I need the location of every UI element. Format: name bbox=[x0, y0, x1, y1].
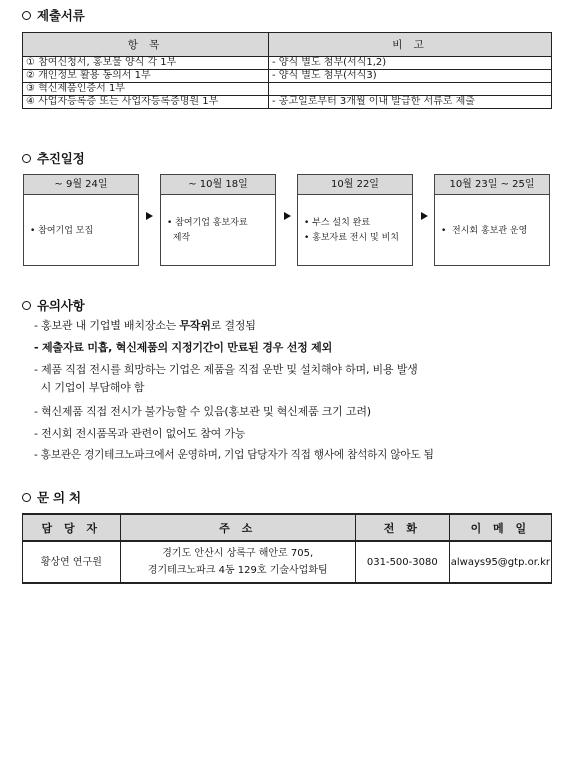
contact-person: 황상연 연구원 bbox=[23, 541, 121, 583]
notice-item-3 bbox=[34, 361, 548, 397]
contact-phone: 031-500-3080 bbox=[355, 541, 449, 583]
docs-header-note: 비 고 bbox=[269, 33, 552, 57]
contact-email: always95@gtp.or.kr bbox=[449, 541, 551, 583]
docs-item: ① 참여신청서, 홍보물 양식 각 1부 bbox=[23, 57, 269, 70]
notice-item-5: - 전시회 전시품목과 관련이 없어도 참여 가능 bbox=[34, 427, 246, 440]
circle-bullet-icon bbox=[22, 301, 31, 310]
schedule-date: ~ 9월 24일 bbox=[24, 175, 138, 195]
schedule-step-1 bbox=[23, 174, 139, 266]
contact-title-text: 문 의 처 bbox=[37, 490, 81, 505]
schedule-title-text: 추진일정 bbox=[37, 151, 85, 166]
notice-text: - 홍보관 내 기업별 배치장소는 bbox=[34, 319, 180, 332]
docs-note: - 양식 별도 첨부(서식1,2) bbox=[269, 57, 552, 70]
docs-title-text: 제출서류 bbox=[37, 8, 85, 23]
schedule-step-4 bbox=[434, 174, 550, 266]
contact-address-line: 경기도 안산시 상록구 해안로 705, bbox=[162, 548, 314, 559]
circle-bullet-icon bbox=[22, 493, 31, 502]
docs-note: - 공고일로부터 3개월 이내 발급한 서류로 제출 bbox=[269, 96, 552, 109]
contact-header-person: 담 당 자 bbox=[23, 514, 121, 541]
docs-section-title bbox=[22, 6, 85, 24]
schedule-step-2 bbox=[160, 174, 276, 266]
notice-text: 시 기업이 부담해야 함 bbox=[34, 381, 145, 394]
schedule-line: • 부스 설치 완료 bbox=[304, 218, 371, 228]
docs-table bbox=[22, 32, 552, 109]
notice-item-6: - 홍보관은 경기테크노파크에서 운영하며, 기업 담당자가 직접 행사에 참석하지 않아도 됨 bbox=[34, 449, 434, 461]
notice-text: - 제품 직접 전시를 희망하는 기업은 제품을 직접 운반 및 설치해야 하며, 비용 발생 bbox=[34, 363, 418, 376]
schedule-step-3 bbox=[297, 174, 413, 266]
schedule-date: 10월 22일 bbox=[298, 175, 412, 195]
notice-item-4: - 혁신제품 직접 전시가 불가능할 수 있음(홍보관 및 혁신제품 크기 고려) bbox=[34, 405, 371, 418]
circle-bullet-icon bbox=[22, 154, 31, 163]
arrow-right-icon bbox=[421, 212, 428, 220]
arrow-right-icon bbox=[146, 212, 153, 220]
notice-bold-text: 무작위 bbox=[179, 319, 211, 332]
contact-header-email: 이 메 일 bbox=[449, 514, 551, 541]
docs-note bbox=[269, 83, 552, 96]
contact-address bbox=[120, 541, 355, 583]
schedule-section-title bbox=[22, 149, 85, 167]
docs-item: ③ 혁신제품인증서 1부 bbox=[23, 83, 269, 96]
contact-section-title bbox=[22, 488, 81, 506]
circle-bullet-icon bbox=[22, 11, 31, 20]
table-row bbox=[23, 57, 552, 70]
schedule-date: ~ 10월 18일 bbox=[161, 175, 275, 195]
table-row bbox=[23, 70, 552, 83]
schedule-line: • 홍보자료 전시 및 비치 bbox=[304, 233, 399, 243]
contact-table bbox=[22, 513, 552, 584]
notice-text: 로 결정됨 bbox=[210, 319, 256, 332]
table-row bbox=[23, 96, 552, 109]
docs-item: ② 개인정보 활용 동의서 1부 bbox=[23, 70, 269, 83]
notice-section-title bbox=[22, 296, 85, 314]
docs-item: ④ 사업자등록증 또는 사업자등록증명원 1부 bbox=[23, 96, 269, 109]
schedule-date: 10월 23일 ~ 25일 bbox=[435, 175, 549, 195]
contact-header-phone: 전 화 bbox=[355, 514, 449, 541]
schedule-line: • 참여기업 홍보자료 bbox=[167, 218, 248, 228]
notice-title-text: 유의사항 bbox=[37, 298, 85, 313]
schedule-line: 제작 bbox=[167, 233, 191, 243]
contact-header-address: 주 소 bbox=[120, 514, 355, 541]
docs-note: - 양식 별도 첨부(서식3) bbox=[269, 70, 552, 83]
docs-header-item: 항 목 bbox=[23, 33, 269, 57]
table-row bbox=[23, 541, 552, 583]
schedule-line: • 참여기업 모집 bbox=[30, 225, 94, 236]
notice-item-1 bbox=[34, 317, 548, 335]
contact-address-line: 경기테크노파크 4동 129호 기술사업화팀 bbox=[147, 565, 328, 576]
notice-item-2: - 제출자료 미흡, 혁신제품의 지정기간이 만료된 경우 선정 제외 bbox=[34, 341, 333, 354]
arrow-right-icon bbox=[284, 212, 291, 220]
table-row bbox=[23, 83, 552, 96]
schedule-line: • 전시회 홍보관 운영 bbox=[441, 225, 528, 236]
